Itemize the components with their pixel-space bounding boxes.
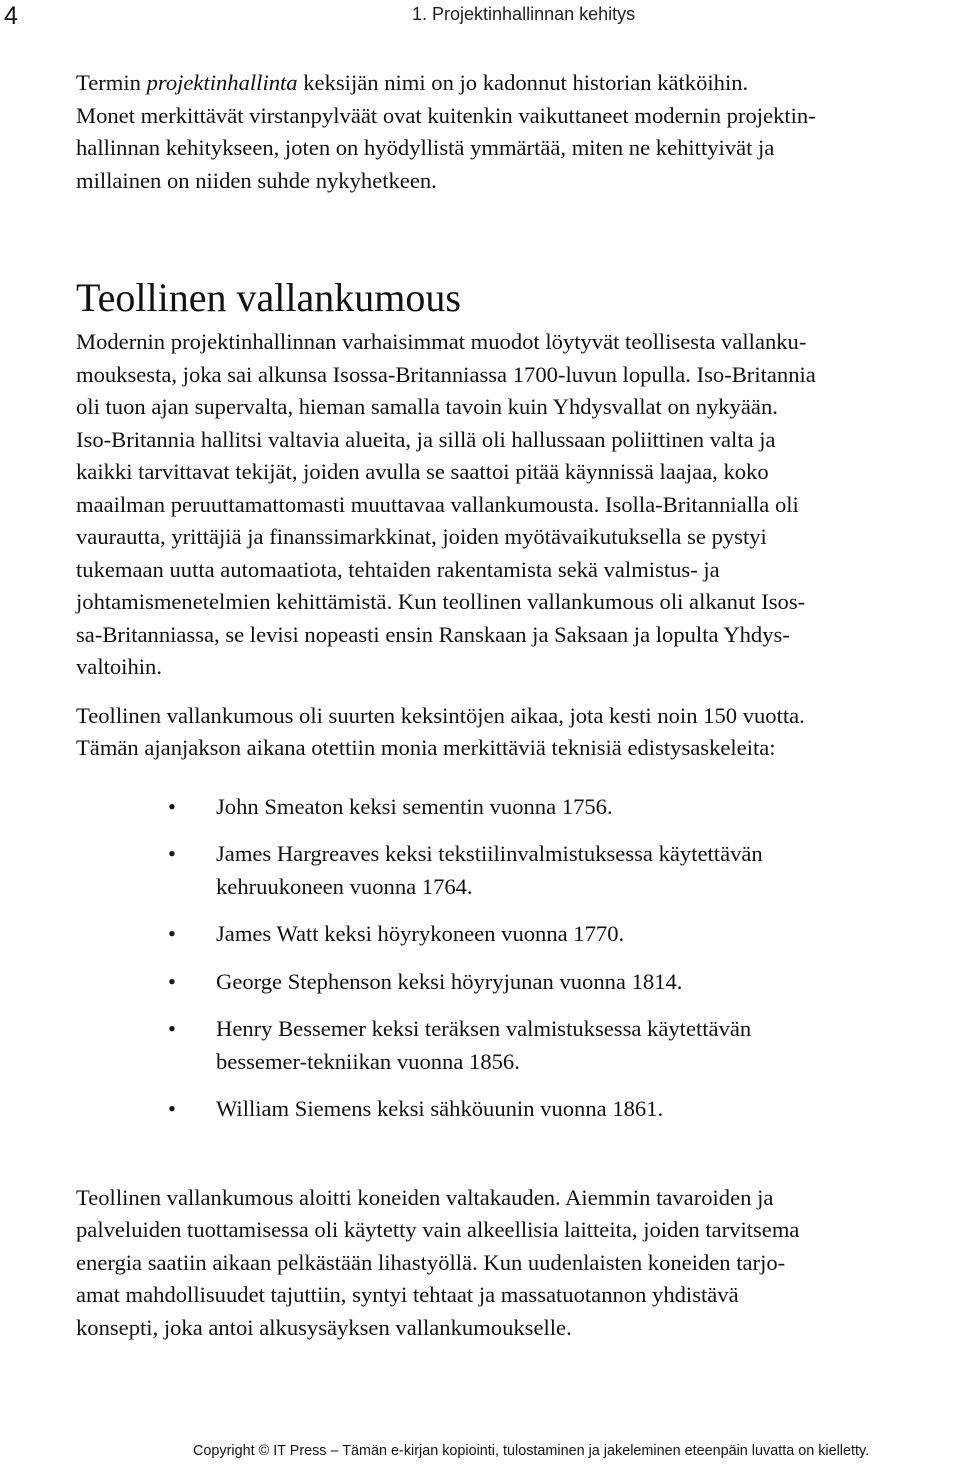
paragraph-inventions-intro: [76, 700, 942, 765]
paragraph-line: valtoihin.: [76, 654, 162, 679]
list-item-line: James Watt keksi höyrykoneen vuonna 1770.: [216, 921, 625, 946]
bullet-icon: •: [168, 1016, 176, 1041]
list-item-line: George Stephenson keksi höyryjunan vuonna 1814.: [216, 968, 683, 994]
bullet-icon: •: [168, 793, 176, 819]
list-item: [76, 918, 942, 951]
intro-line1-prefix: Termin: [76, 70, 147, 95]
page-number: 4: [4, 2, 18, 30]
list-item-line: kehruukoneen vuonna 1764.: [216, 873, 473, 899]
intro-line: hallinnan kehitykseen, joten on hyödyllistä ymmärtää, miten ne kehittyivät ja: [76, 135, 775, 160]
paragraph-line: Tämän ajanjakson aikana otettiin monia merkittäviä teknisiä edistysaskeleita:: [76, 735, 776, 760]
paragraph-machines: [76, 1182, 942, 1345]
list-item-line: John Smeaton keksi sementin vuonna 1756.: [216, 793, 613, 819]
intro-line: millainen on niiden suhde nykyhetkeen.: [76, 167, 437, 193]
intro-paragraph: [76, 67, 942, 197]
list-item-line: bessemer-tekniikan vuonna 1856.: [216, 1048, 520, 1074]
paragraph-line: maailman peruuttamattomasti muuttavaa vallankumousta. Isolla-Britannialla oli: [76, 491, 799, 517]
page-content: [76, 67, 942, 1344]
intro-line: [76, 67, 942, 100]
bullet-icon: •: [168, 921, 176, 946]
list-item-line: Henry Bessemer keksi teräksen valmistuksessa käytettävän: [216, 1016, 752, 1041]
list-item: [76, 838, 942, 903]
list-item: [76, 1093, 942, 1126]
list-item: [76, 791, 942, 824]
bullet-icon: •: [168, 1096, 176, 1121]
paragraph-line: palveluiden tuottamisessa oli käytetty vain alkeellisia laitteita, joiden tarvitsema: [76, 1217, 800, 1242]
running-head: 1. Projektinhallinnan kehitys: [412, 4, 636, 24]
paragraph-line: vaurautta, yrittäjiä ja finanssimarkkinat, joiden myötävaikutuksella se pystyi: [76, 524, 767, 549]
section-heading: Teollinen vallankumous: [76, 275, 461, 320]
paragraph-line: johtamismenetelmien kehittämistä. Kun teollinen vallankumous oli alkanut Isos-: [76, 589, 806, 614]
paragraph-line: oli tuon ajan supervalta, hieman samalla tavoin kuin Yhdysvallat on nykyään.: [76, 394, 778, 419]
inventions-list: [76, 791, 942, 1126]
copyright-footer: Copyright © IT Press – Tämän e-kirjan kopiointi, tulostaminen ja jakeleminen eteenpäin luvatta on kielletty.: [193, 1443, 870, 1459]
bullet-icon: •: [168, 968, 176, 994]
paragraph-line: kaikki tarvittavat tekijät, joiden avulla se saattoi pitää käynnissä laajaa, koko: [76, 459, 769, 484]
paragraph-line: Modernin projektinhallinnan varhaisimmat muodot löytyvät teollisesta vallanku-: [76, 329, 807, 354]
intro-italic-term: projektinhallinta: [146, 70, 298, 95]
list-item: [76, 966, 942, 999]
paragraph-line: Iso-Britannia hallitsi valtavia alueita, ja sillä oli hallussaan poliittinen valta ja: [76, 426, 776, 452]
paragraph-line: Teollinen vallankumous aloitti koneiden valtakauden. Aiemmin tavaroiden ja: [76, 1184, 774, 1210]
paragraph-line: tukemaan uutta automaatiota, tehtaiden rakentamista sekä valmistus- ja: [76, 556, 720, 582]
list-item-line: James Hargreaves keksi tekstiilinvalmistuksessa käytettävän: [216, 841, 763, 866]
paragraph-line: sa-Britanniassa, se levisi nopeasti ensin Ranskaan ja Saksaan ja lopulta Yhdys-: [76, 621, 790, 647]
paragraph-line: mouksesta, joka sai alkunsa Isossa-Britanniassa 1700-luvun lopulla. Iso-Britannia: [76, 361, 816, 387]
paragraph-line: energia saatiin aikaan pelkästään lihastyöllä. Kun uudenlaisten koneiden tarjo-: [76, 1249, 786, 1275]
intro-line1-suffix: keksijän nimi on jo kadonnut historian kätköihin.: [297, 70, 749, 95]
paragraph-history: [76, 326, 942, 684]
paragraph-line: Teollinen vallankumous oli suurten keksintöjen aikaa, jota kesti noin 150 vuotta.: [76, 702, 805, 728]
bullet-icon: •: [168, 841, 176, 866]
paragraph-line: konsepti, joka antoi alkusysäyksen vallankumoukselle.: [76, 1314, 572, 1340]
paragraph-line: amat mahdollisuudet tajuttiin, syntyi tehtaat ja massatuotannon yhdistävä: [76, 1282, 739, 1307]
list-item-line: William Siemens keksi sähköuunin vuonna 1861.: [216, 1096, 664, 1121]
list-item: [76, 1013, 942, 1078]
intro-line: Monet merkittävät virstanpylväät ovat kuitenkin vaikuttaneet modernin projektin-: [76, 102, 816, 128]
